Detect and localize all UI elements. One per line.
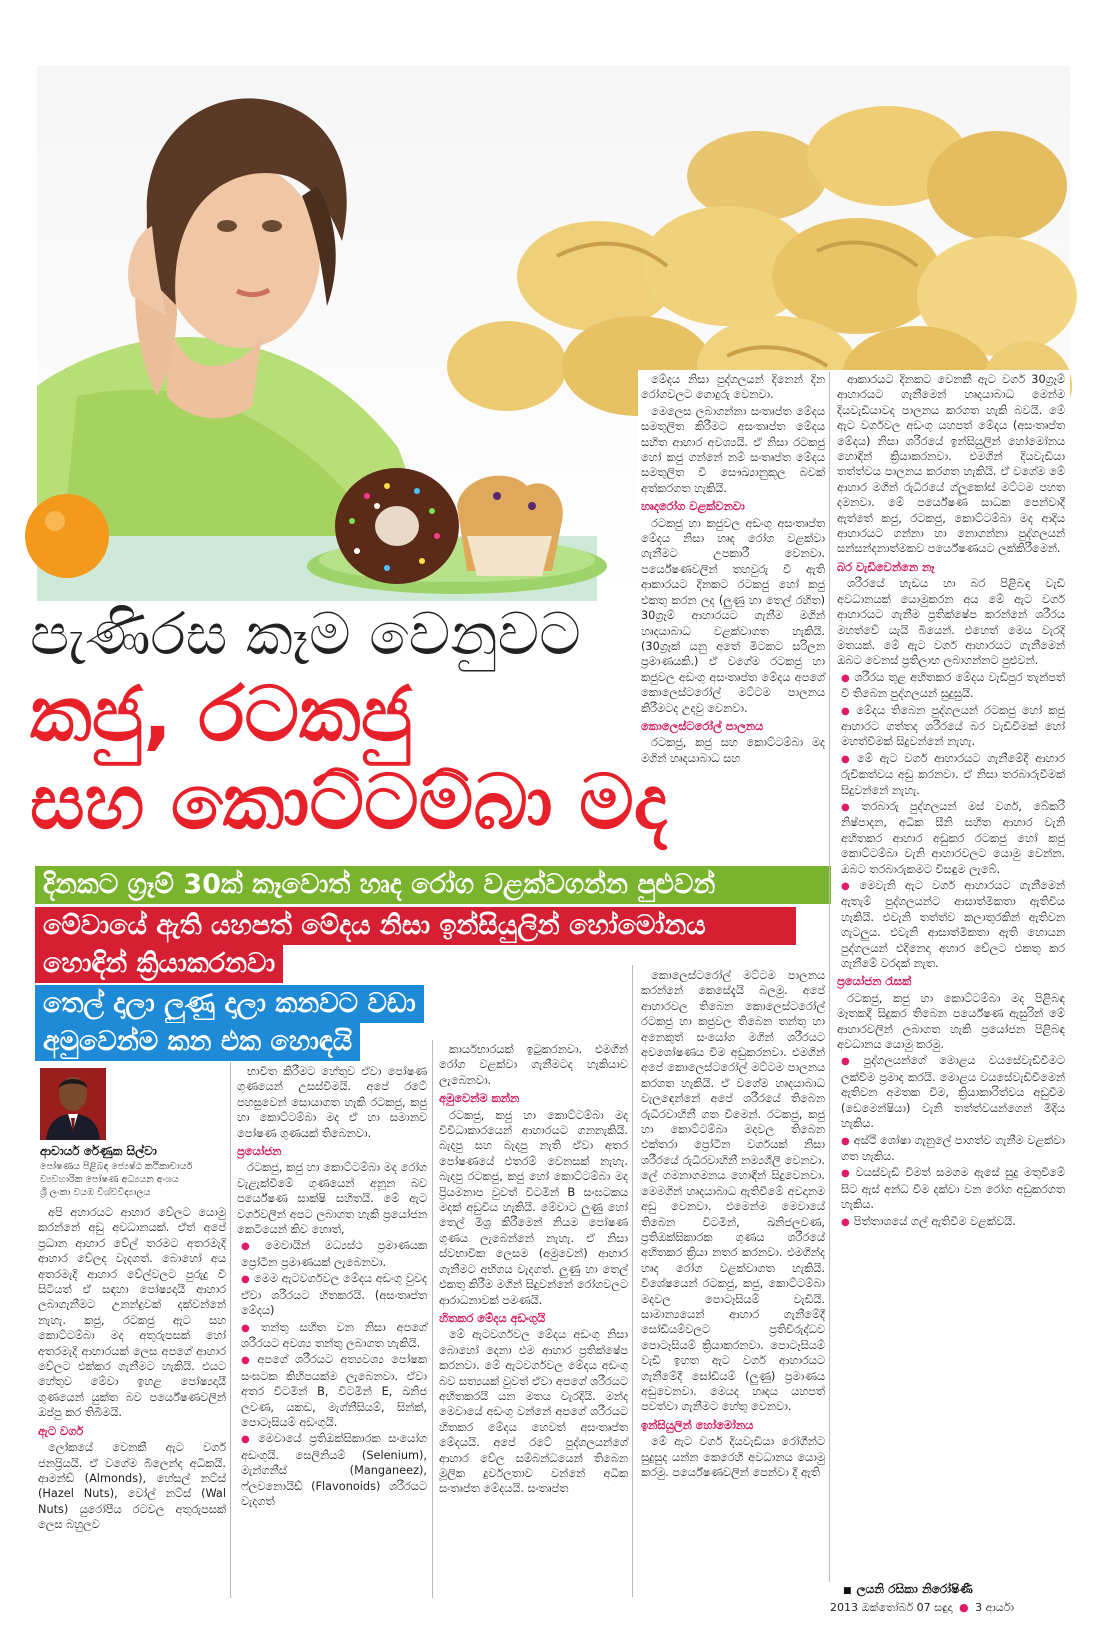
paragraph: රටකජු, කජු හා කොට්ටම්බා මද විවිධාකාරයෙන් ආහාරයට ගනනැකියි. බැදපු සහ බැදපු නැති ඒවා අතර පෝෂණයේ එතරම් වෙනසක් නැහැ. බැදපු රටකජු, කජු හෝ කොට්ටම්බා මද ප්‍රියමනාප වුවත් විටමින් B සංඝටකය මදක් අඩුවිය හැකියි. මේවාට ලුණු හෝ තෙල් මිශ්‍ර කිරීමෙන් නියම පෝෂණ ගුණය ලැබෙන්නේ නැහැ. ඒ නිසා ස්වභාවික ලෙසම (අමුවෙන්) ආහාර ගැනීමට අභිගය වැදගත්. ලුණු හා තෙල් එකතු කිරීම මගින් සිදුවන්නේ රෝගවලට ආරාධනාවක් පමණයි.	[439, 1108, 628, 1307]
bullet-item: ● මේදය තිබෙන පුද්ගලයන් රටකජු හෝ කජු ආහාරට ගත්තද ශරීරයේ බර වැඩිවීමක් හෝ මහත්වීමක් සිදුවන්නේ නැහැ.	[841, 703, 1065, 749]
byline: ■ ලයනි රසිකා නිරෝෂිණී	[843, 1582, 973, 1596]
paragraph: රටකජු, කජු හා කොට්ටම්බා මද පිළිබඳ මෑතකදී සිදුකර තිබෙන පර්යේෂණ ඇසුරින් මේ ආහාරවලින් ලබාගත හැකි ප්‍රයෝජන පිළිබඳ අවධානය යොමු කරමු.	[837, 991, 1065, 1052]
subheading: හිතකර මේදය අඩංගුයි	[439, 1310, 546, 1325]
column-b	[837, 372, 1065, 1580]
paragraph: ලෝකයේ වෙනකී ඇට වර්ග ජනප්‍රියයි. ඒ වගේම බිලෙන්ද අධිකයි. ආමන්ඩ් (Almonds), හේසල් නට්ස් (Hazel Nuts), වෝල් නට්ස් (Wal Nuts) යුරෝපීය රටවල අතුරුපසක් ලෙස බහුලව	[38, 1441, 226, 1532]
paragraph: මෙලෙස ලබාගන්නා සංතෘප්ත මේදය සමතුලිත කිරීමට අසංතෘප්ත මේදය සහිත ආහාර අවශ්‍යයි. ඒ නිසා රටකජු හෝ කජු ගන්නේ නම් සංතෘප්ත මේදය සමතුලිත වී සෞඛ්‍යානුකූල බවක් අත්කරගත හැකියි.	[641, 404, 825, 495]
paragraph: අපි අහාරයට ආහාර වේලට යොමු කරන්නේ අඩු අවධානයක්. ඒත් අපේ ප්‍රධාන ආහාර වේල් තරමට අතරමැදි ආහාර වේලද වැදගත්. බොහෝ අය අතරමැදි ආහාර වේල්වලට පුරුදු වී සිටියත් ඒ සඳහා පෝෂ්‍යදායී ආහාර ලබාගැනීමට උනන්දුවක් දක්වන්නේ නැහැ. කජු, රටකජු ඇට සහ කොට්ටම්බා මද අතුරුපසක් හෝ අතරමැදි ආහාරයක් ලෙස අපගේ ආහාර වේලට එක්කර ගැනීමට හැකියි. එයට හේතුව මේවා ඉහළ පෝෂ්‍යදායී ගුණයෙන් යුක්ත බව පර්යේෂණවලින් ඔප්පු කර තිබීමයි.	[38, 1206, 226, 1420]
subheading: කොලෙස්ටරෝල් පාලනය	[641, 718, 764, 733]
paragraph: ආකාරයට දිනකට වෙනකී ඇට වර්ග 30ග්‍රෑම් ආහාරයට ගැනීමෙන් හෘදයාබාධ මෙන්ම දියවැඩියාවද පාලනය කරගත හැකි බවයි. මේ ඇට වර්ගවල අඩංගු යහපත් මේදය (අසංතෘප්ත මේදය) නිසා ශරීරයේ ඉන්සියුලින් හෝමෝනය හොඳින් ක්‍රියාකරනවා. එමගින් දියවැඩියා තත්ත්වය පාලනය කරගත හැකියි. ඒ වගේම මේ ආහාර මගින් රුධිරයේ ග්ලූකෝස් මට්ටම පහත දමනවා. මේ පර්යේෂණ සාධක පෙන්වාදී ඇත්තේ කජු, රටකජු, කොට්ටම්බා මද ආදිය ආහාරයට ගන්නා හා නොගන්නා පුද්ගලයන් සන්සන්දනාත්මකව පර්යේෂණයට ලක්කිරීමෙන්.	[837, 373, 1065, 556]
bullet-item: ● මෙවායින් මධ්‍යස්ථ ප්‍රමාණයක ප්‍රෝටීන ප්‍රමාණයක් ලැබෙනවා.	[241, 1239, 428, 1269]
subheading: අමුවෙන්ම කන්න	[439, 1091, 520, 1106]
paragraph: මේ ඇට වර්ග දියවැඩියා රෝගීන්ට සුදුසුද යන්න කෙරෙහි අවධානය යොමු කරමු. පර්යේෂණවලින් පෙන්වා දී ඇති	[641, 1435, 825, 1479]
bullet-item: ● තරබාරු පුද්ගලයන් මස් වර්ග, බේකරි නිෂ්පාදන, අධික සීනි සහිත ආහාර වැනි අහිතකර ආහාර අඩුකර රටකජු හෝ කජු කොට්ටම්බා වැනි ආහාරවලට යොමු වෙන්න. ඔබට තරබාරුකමට විසඳුම ලැබේ.	[841, 799, 1065, 876]
author-title-1: පෝෂණය පිළිබඳ ජ්‍යෙෂ්ඨ කථිකාචාර්ය	[40, 1161, 193, 1172]
column-c2	[237, 1064, 427, 1600]
paragraph: රටකජු, කජු සහ කොට්ටම්බා මද මගින් හෘදයාබාධ සහ	[641, 736, 825, 765]
bullet-item: ● මෙම ඇටවර්ගවල මේදය අඩංගු වුවද ඒවා ශරීරයට හිතකරයි. (අසංතෘප්ත මේදය)	[241, 1272, 427, 1318]
banner-green: දිනකට ග්‍රෑම් 30ක් කෑවොත් හෘද රෝග වළක්වගන්න පුළුවන්	[35, 866, 831, 904]
headline-kicker: පැණිරස කෑම වෙනුවට	[30, 600, 581, 668]
subheading: හෘදරෝග වළක්වනවා	[641, 499, 745, 514]
column-c3	[439, 1042, 628, 1600]
bullet-item: ● ශරීරය තුළ අහිතකර මේදය වැඩිපුර තැන්පත් වී තිබෙන පුද්ගලයන් සුදුසුයි.	[841, 670, 1065, 701]
paragraph: කොලෙස්ටරෝල් මට්ටම පාලනය කරන්නේ කෙසේදැයි බලමු. අපේ ආහාරවල තිබෙන කොලෙස්ටරෝල් රටකජු හා කජුවල තිබෙන තන්තු හා අනෙකුත් සංයෝග මගින් ශරීරයට අවශෝෂණය වීම අඩුකරනවා. එමගින් අපේ කොලෙස්ටරෝල් මට්ටම පාලනය කරගත හැකියි. ඒ වගේම හෘදයාබාධ වැලඳෙන්නේ අපේ ශරීරයේ තිබෙන රුධිරවාහිනී ගත වීමෙන්. රටකජු, කජු හා කොට්ටම්බා මදවල තිබෙන එක්තරා ප්‍රෝටීන වර්ගයක් නිසා ශරීරයේ රුධිරවාහිනී නම්‍යශීලී වෙනවා. ලේ ගමනාගමනය හොඳින් සිදුවෙනවා. මෙමගින් හෘදයාබාධ ඇතිවීමේ අවදානම අඩු වෙනවා. එමෙන්ම මෙවායේ තිබෙන විටමින්, ඛනිජලවණ, ප්‍රතිඔක්සිකාරක ගුණය ශරීරයේ අහිතකර ක්‍රියා නතර කරනවා. එමගින්ද හෘද රෝග වළක්වාගත හැකියි. විශේෂයෙන් රටකජු, කජු, කොට්ටම්බා මදවල පොටෑසියම් වැඩියි. සාමාන්‍යයෙන් ආහාර ගැනීමේදී සෝඩියම්වලට ප්‍රතිවිරුද්ධව පොටෑසියම් ක්‍රියාකරනවා. පොටෑසියම් වැඩි ඉහත ඇට වර්ග ආහාරයට ගැනීමේදී සෝඩියම් (ලුණු) ප්‍රමාණය අඩුවෙනවා. මෙයද හෘදය යහපත් පවත්වා ගැනීමට හේතු වෙනවා.	[641, 969, 825, 1414]
column-c4	[641, 968, 825, 1600]
paragraph: රටකජු හා කජුවල අඩංගු අසංතෘප්ත මේදය නිසා හෘද රෝග වළක්වා ගැනීමට උපකාරී වෙනවා. පර්යේෂණවලින් තහවුරු වී ඇති ආකාරයට දිනකට රටකජු හෝ කජු එකතු කරන ලද (ලුණු හා තෙල් රහිත) 30ග්‍රෑම් ආහාරයට ගැනීම මගින් හෘදයාබාධ වළක්වාගත හැකියි. (30ග්‍රෑක් යනු අතේ මිටකට සරිලන ප්‍රමාණයකි.) ඒ වගේම රටකජු හා කජුවල අඩංගු අසංතෘප්ත මේදය අපගේ කොලෙස්ටරෝල් මට්ටම පාලනය කිරීමටද උදවු වෙනවා.	[641, 516, 825, 715]
banner-red-2: හොඳින් ක්‍රියාකරනවා	[35, 945, 283, 983]
paragraph: රටකජු, කජු හා කොට්ටම්බා මද රෝග වැළැක්වීමේ ගුණයෙන් අනූන බව පර්යේෂණ සාක්ෂි සහිතයි. මේ ඇට වර්ගවලින් අපට ලබාගත හැකි ප්‍රයෝජන කෙටියෙන් කිව හොත්,	[237, 1161, 427, 1237]
banner-blue-1: තෙල් දාලා ලුණු දාලා කනවට වඩා	[35, 985, 424, 1023]
banner-blue-2: අමුවෙන්ම කන එක හොඳයි	[35, 1023, 360, 1061]
paragraph: මේදය නිසා පුද්ගලයන් දිනෙන් දින රෝගවලට ගොදුරු වෙනවා.	[641, 373, 825, 402]
author-title-3: ශ්‍රී ලංකා වයඹ විශ්වවිද්‍යාලය	[40, 1187, 151, 1198]
subheading: බර වැඩිවෙන්නෙ නෑ	[837, 559, 935, 574]
bullet-item: ● පුද්ගලයන්ගේ මොළය වයසේවැඩිවීමට ලක්වීම ප්‍රමාද කරයි. මොළය වයසේවැඩිවීමෙන් ඇතිවන අමතක වීම, ක්‍රියාකාරිත්වය අඩුවීම (ඩෙමෙන්ෂියා) වැනි තත්ත්වයන්ගෙන් මිදිය හැකිය.	[841, 1054, 1065, 1131]
column-c1	[38, 1205, 226, 1600]
paragraph: කාර්යභාරයක් ඉටුකරනවා. එමගින් රෝග වළක්වා ගැනීමටද හැකියාව ලැබෙනවා.	[439, 1043, 628, 1087]
paragraph: මේ ඇටවර්ගවල මේදය අඩංගු නිසා බොහෝ දෙනා එම ආහාර ප්‍රතික්ෂේප කරනවා. මේ ඇටවර්ගවල මේදය අඩංගු බව සත්‍යයක් වුවත් ඒවා අපගේ ශරීරයට අහිතකරයි යන මතය වැරදියි. මන්ද මෙවායේ අඩංගු වන්නේ අපගේ ශරීරයට හිතකර මේදය හෙවත් අසංතෘප්ත මේදයයි. අපේ රටේ පුද්ගලයන්ගේ ආහාර වේල සම්බන්ධයෙන් තිබෙන මූලික දුර්වලතාව වන්නේ අධික සංතෘප්ත මේදයයි. සංතෘප්ත	[439, 1328, 628, 1496]
bullet-item: ● තන්තු සහිත වන නිසා අපගේ ශරීරයට අවශ්‍ය තන්තු ලබාගත හැකියි.	[241, 1320, 427, 1350]
paragraph: භාවිත කිරීමට හේතුව ඒවා පෝෂණ ගුණයෙන් උසස්වීමයි. අපේ රටේ පහසුවෙන් සොයාගත හැකි රටකජු, කජු හා කොට්ටම්බා මද ඒ හා සමානව පෝෂණ ගුණයක් තිබෙනවා.	[237, 1065, 427, 1140]
subheading: ඇට වර්ග	[38, 1423, 84, 1438]
bullet-item: ● වයස්වැඩි වීමත් සමගම ඇසේ සුදු මතුවීමේ සිට ඇස් අන්ධ වීම දක්වා වන රෝග අඩුකරගත හැකිය.	[841, 1166, 1065, 1212]
headline-line1: කජු, රටකජු	[30, 669, 413, 758]
bullet-icon: ●	[959, 1601, 969, 1614]
bullet-item: ● අපගේ ශරීරයට අත්‍යවශ්‍ය පෝෂක සංඝටක කිහිපයක්ම ලැබෙනවා. ඒවා අතර විටමින් B, විටමින් E, ඛනිජ ලවණ, යකඩ, මැග්නීසියම්, සින්ක්, පොටෑසියම් අඩංගුයි.	[241, 1353, 427, 1429]
subheading: ප්‍රයෝජන	[237, 1144, 282, 1159]
banner-red-1: මේවායේ ඇති යහපත් මේදය නිසා ඉන්සියුලින් හෝමෝනය	[35, 907, 796, 945]
donut-illustration	[335, 468, 459, 584]
headline-line2: සහ කොට්ටම්බා මද	[30, 757, 668, 846]
bullet-item: ● මෙවායේ ප්‍රතිඔක්සිකාරක සංයෝග අඩංගුයි. සෙලිනියම් (Selenium), මැන්ගනීස් (Manganeez), ෆ්ලවනොයිඩ් (Flavonoids) ශරීරයට වැදගත්	[241, 1432, 427, 1508]
bullet-item: ● මෙවැනි ඇට වර්ග ආහාරයට ගැනීමෙන් ඇතැම් පුද්ගලයන්ට ආසාත්මිකතා ඇතිවිය හැකියි. එවැනි තත්ත්ව කලාතුරකින් ඇතිවන ගැටලුය. එවැනි ආසාත්මිකතා ඇති හොයන පුද්ගලයන් එදිනෙදා අහාර වේලට එකතු කර ගැනීමේ වරදක් නැත.	[841, 879, 1065, 971]
column-a	[641, 372, 825, 765]
bullet-item: ● පිත්තාශයේ ගල් ඇතිවීම වළක්වයි.	[841, 1214, 1016, 1228]
author-title-2: ව්‍යවහාරික පෝෂණ අධ්‍යයන අංශය	[40, 1174, 179, 1185]
paragraph: ශරීරයේ හැඩය හා බර පිළිබඳ වැඩි අවධානයක් යොමුකරන අය මේ ඇට වර්ග ආහාරයට ගැනීම ප්‍රතික්ෂේප කරන්නේ ශරීරය මහත්වේ යැයි බියෙන්. එහෙත් මෙය වැරදි මතයක්. මේ ඇට වර්ග ආහාරයට ගැනීමෙන් ඔබට වෙනස් ප්‍රතිලාභ ලබාගන්නට පුළුවන්.	[837, 577, 1065, 668]
square-icon: ■	[843, 1586, 852, 1596]
bullet-item: ● අස්ථි ශෝෂා ගැනුලේ පාගත්ව ගැනීම වළක්වා ගත හැකිය.	[841, 1133, 1066, 1163]
dateline: 2013 ඔක්තෝබර් 07 සඳුදා ● 3 ආර්යා	[830, 1601, 1014, 1614]
author-name: ආචාර්ය රේණුක සිල්වා	[40, 1144, 157, 1158]
author-photo	[40, 1068, 106, 1140]
subheading: ඉන්සියුලින් හෝමෝනය	[641, 1417, 754, 1432]
subheading: ප්‍රයෝජන රැසක්	[837, 974, 912, 989]
bullet-item: ● මේ ඇට වර්ග ආහාරයට ගැනීමේදී ආහාර රුචිකත්වය අඩු කරනවා. ඒ නිසා තරබාරුවීමක් සිදුවන්නේ නැහැ.	[841, 751, 1065, 797]
